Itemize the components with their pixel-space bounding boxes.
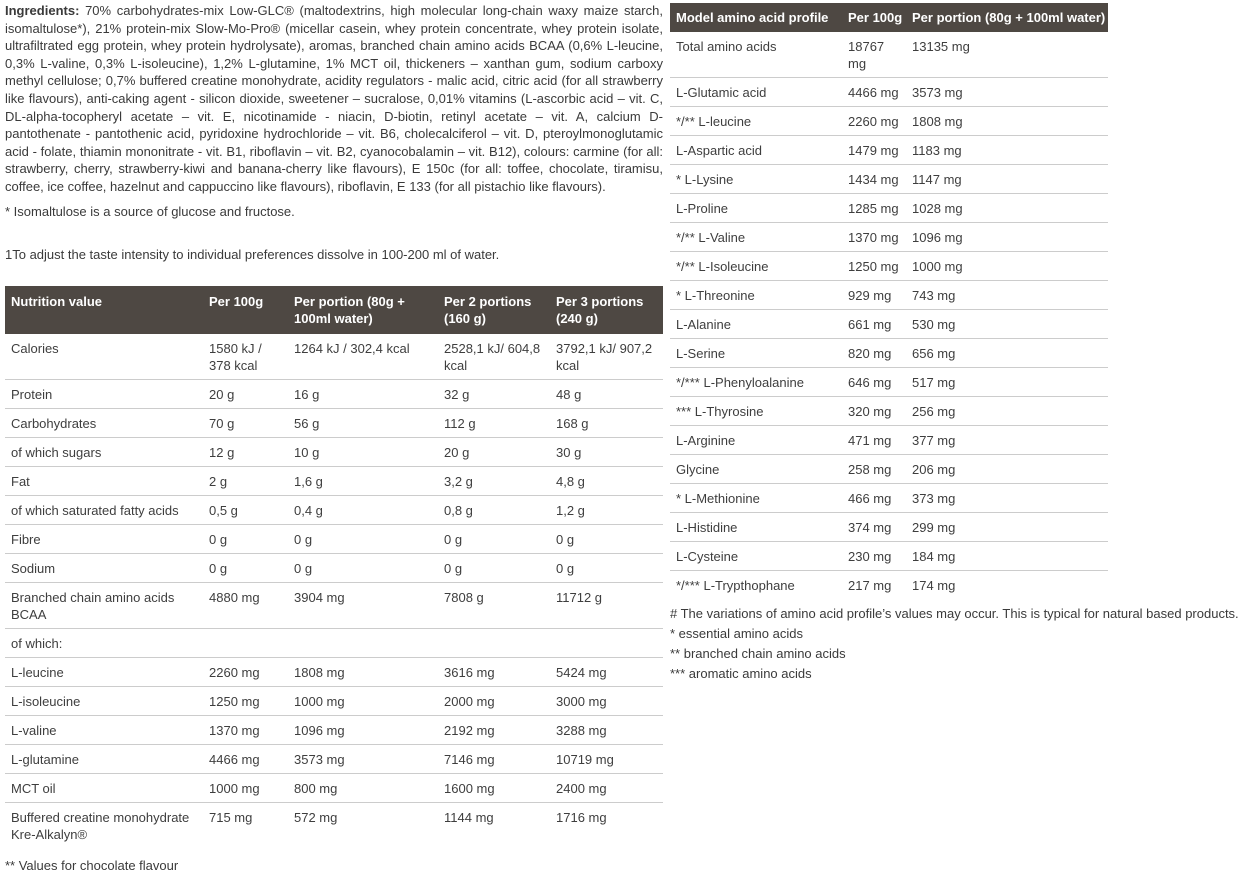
table-row [670, 339, 1108, 368]
table-row [5, 744, 663, 773]
row-label: L-isoleucine [5, 686, 203, 715]
row-value: 20 g [203, 379, 288, 408]
row-value: 656 mg [906, 339, 1108, 368]
taste-intensity-note: 1To adjust the taste intensity to individual preferences dissolve in 100-200 ml of water. [5, 246, 500, 262]
row-label: L-valine [5, 715, 203, 744]
row-value: 373 mg [906, 484, 1108, 513]
row-value: 258 mg [842, 455, 906, 484]
row-label: * L-Threonine [670, 281, 842, 310]
row-value: 377 mg [906, 426, 1108, 455]
row-value: 48 g [550, 379, 663, 408]
row-value: 572 mg [294, 809, 338, 825]
row-label: *** L-Thyrosine [670, 397, 842, 426]
row-value: 206 mg [906, 455, 1108, 484]
row-value: 56 g [288, 408, 438, 437]
row-label: L-Alanine [670, 310, 842, 339]
row-value: 4466 mg [203, 744, 288, 773]
row-value: 1479 mg [842, 136, 906, 165]
row-value: 18767 mg [842, 32, 906, 78]
row-label: */** L-Isoleucine [670, 252, 842, 281]
row-value: 466 mg [842, 484, 906, 513]
row-label: */** L-Valine [670, 223, 842, 252]
row-value: 230 mg [842, 542, 906, 571]
table-row [670, 426, 1108, 455]
row-value: 3616 mg [438, 657, 550, 686]
amino-footnote-aromatic: *** aromatic amino acids [670, 666, 812, 681]
table-row [5, 437, 663, 466]
row-value: 646 mg [842, 368, 906, 397]
nutrition-footnote: ** Values for chocolate flavour [5, 857, 179, 873]
row-value: 16 g [288, 379, 438, 408]
row-label: */*** L-Trypthophane [676, 578, 795, 593]
row-value: 1285 mg [842, 194, 906, 223]
table-row [670, 571, 1108, 600]
nutrition-table-header [5, 286, 663, 334]
table-row [5, 628, 663, 657]
ingredients-text: 70% carbohydrates-mix Low-GLC® (maltodextrins, high molecular long-chain waxy maize starch, isomaltulose*), 21% protein-mix Slow-Mo-Pro® (micellar casein, whey protein concentrate, whey protein isolate, ultrafiltrated egg protein, whey protein hydrolysate), aromas, branched chain amino acids BCAA (0,6% L-leucine, 0,3% L-valine, 0,3% L-isoleucine), 1,2% L-glutamine, 1% MCT oil, thickeners – xanthan gum, sodium carboxy methyl cellulose; 0,7% buffered creatine monohydrate, acidity regulators - malic acid, citric acid (for all strawberry like flavours), anti-caking agent - silicon dioxide, sweetener – sucralose, 0,01% vitamins (L-ascorbic acid – vit. C, DL-alpha-tocopheryl acetate – vit. E, nicotinamide - niacin, D-biotin, retinyl acetate – vit. A, calcium D-pantothenate - pantothenic acid, pyridoxine hydrochloride – vit. B6, cholecalciferol – vit. D, pteroylmonoglutamic acid - folate, thiamin mononitrate - vit. B1, riboflavin – vit. B2, cyanocobalamin – vit. B12), colours: carmine (for all: strawberry, cherry, strawberry-kiwi and banana-cherry like flavours), E 150c (for all: toffee, chocolate, tiramisu, coffee, ice coffee, hazelnut and cappuccino like flavours), riboflavin, E 133 (for all pistachio like flavours). [5, 3, 663, 194]
row-value: 0 g [288, 553, 438, 582]
row-value: 0 g [550, 524, 663, 553]
row-value: 112 g [438, 408, 550, 437]
table-row [670, 194, 1108, 223]
row-value: 1434 mg [842, 165, 906, 194]
amino-table-body [670, 32, 1108, 599]
row-value: 1,6 g [288, 466, 438, 495]
row-label: * L-Lysine [670, 165, 842, 194]
row-label: Total amino acids [670, 32, 842, 78]
row-label: Sodium [5, 553, 203, 582]
table-row [670, 310, 1108, 339]
row-value: 10719 mg [550, 744, 663, 773]
table-row [5, 657, 663, 686]
row-value: 1144 mg [444, 809, 494, 825]
row-value: 1716 mg [556, 809, 607, 825]
row-value: 517 mg [906, 368, 1108, 397]
table-row [670, 368, 1108, 397]
amino-acid-column [663, 2, 1253, 874]
row-value: 30 g [550, 437, 663, 466]
table-row [670, 513, 1108, 542]
row-value: 1000 mg [203, 773, 288, 802]
row-value: 800 mg [288, 773, 438, 802]
row-label: Buffered creatine monohydrate Kre-Alkalyn® [11, 809, 190, 842]
row-value: 1096 mg [288, 715, 438, 744]
table-row [5, 524, 663, 553]
row-value [288, 628, 438, 657]
table-row [670, 32, 1108, 78]
table-row [5, 466, 663, 495]
row-value: 4880 mg [203, 582, 288, 628]
row-value: 1264 kJ / 302,4 kcal [288, 334, 438, 380]
row-label: L-Proline [670, 194, 842, 223]
row-label: */** L-leucine [670, 107, 842, 136]
row-value: 2400 mg [550, 773, 663, 802]
row-label: Carbohydrates [5, 408, 203, 437]
row-value: 3573 mg [288, 744, 438, 773]
row-value: 3288 mg [550, 715, 663, 744]
row-value: 1808 mg [906, 107, 1108, 136]
table-row [5, 802, 663, 848]
nutrition-table-body [5, 334, 663, 848]
row-value: 1250 mg [203, 686, 288, 715]
row-value: 13135 mg [906, 32, 1108, 78]
row-label: L-Histidine [670, 513, 842, 542]
row-value [550, 628, 663, 657]
nutrition-header-per-portion: Per portion (80g + 100ml water) [288, 286, 438, 334]
table-row [670, 107, 1108, 136]
row-value: 3573 mg [906, 78, 1108, 107]
row-value: 20 g [438, 437, 550, 466]
ingredients-and-nutrition-column [5, 2, 663, 874]
table-row [5, 715, 663, 744]
row-value: 2260 mg [842, 107, 906, 136]
nutrition-header-per-3-portions: Per 3 portions (240 g) [550, 286, 663, 334]
row-value: 929 mg [842, 281, 906, 310]
row-value: 2528,1 kJ/ 604,8 kcal [438, 334, 550, 380]
table-row [5, 408, 663, 437]
row-value: 10 g [288, 437, 438, 466]
row-value: 0 g [438, 524, 550, 553]
row-label: Branched chain amino acids BCAA [5, 582, 203, 628]
row-value: 1000 mg [906, 252, 1108, 281]
row-value: 7808 g [438, 582, 550, 628]
row-value: 184 mg [906, 542, 1108, 571]
amino-header-per100g: Per 100g [842, 3, 906, 32]
table-row [5, 773, 663, 802]
row-value: 1096 mg [906, 223, 1108, 252]
table-row [670, 165, 1108, 194]
row-value: 0 g [203, 553, 288, 582]
row-value: 4466 mg [842, 78, 906, 107]
row-value: 374 mg [842, 513, 906, 542]
row-value: 1600 mg [438, 773, 550, 802]
row-label: of which saturated fatty acids [5, 495, 203, 524]
row-value: 0,4 g [288, 495, 438, 524]
row-label: L-Aspartic acid [670, 136, 842, 165]
table-row [670, 252, 1108, 281]
row-label: MCT oil [5, 773, 203, 802]
row-label: L-Cysteine [670, 542, 842, 571]
row-label: Fat [5, 466, 203, 495]
row-value: 3,2 g [438, 466, 550, 495]
row-value: 0,5 g [203, 495, 288, 524]
row-value: 661 mg [842, 310, 906, 339]
table-row [5, 553, 663, 582]
row-value: 217 mg [848, 578, 892, 593]
row-value: 471 mg [842, 426, 906, 455]
table-row [5, 334, 663, 380]
amino-acid-table [670, 3, 1108, 599]
row-value: 11712 g [550, 582, 663, 628]
row-value: 1808 mg [288, 657, 438, 686]
table-row [5, 686, 663, 715]
nutrition-header-per-2-portions: Per 2 portions (160 g) [438, 286, 550, 334]
row-value: 0 g [203, 524, 288, 553]
table-row [5, 495, 663, 524]
row-value: 2260 mg [203, 657, 288, 686]
row-value: 3000 mg [550, 686, 663, 715]
table-row [670, 397, 1108, 426]
row-label: Protein [5, 379, 203, 408]
table-row [670, 78, 1108, 107]
row-value: 0 g [438, 553, 550, 582]
row-value: 0 g [550, 553, 663, 582]
amino-header-per-portion: Per portion (80g + 100ml water) [906, 3, 1108, 32]
row-label: L-glutamine [5, 744, 203, 773]
row-value: 3904 mg [288, 582, 438, 628]
table-row [670, 136, 1108, 165]
ingredients-paragraph [5, 2, 663, 196]
row-label: L-Glutamic acid [670, 78, 842, 107]
row-value: 1580 kJ / 378 kcal [203, 334, 288, 380]
row-value: 3792,1 kJ/ 907,2 kcal [550, 334, 663, 380]
row-value: 1028 mg [906, 194, 1108, 223]
row-value: 2 g [203, 466, 288, 495]
row-label: L-leucine [5, 657, 203, 686]
row-value: 174 mg [912, 578, 956, 593]
row-value: 1147 mg [906, 165, 1108, 194]
row-value: 7146 mg [438, 744, 550, 773]
nutrition-header-label: Nutrition value [5, 286, 203, 334]
amino-header-label: Model amino acid profile [670, 3, 842, 32]
row-label: of which sugars [5, 437, 203, 466]
nutrition-table [5, 286, 663, 848]
row-label: of which: [5, 628, 203, 657]
row-value: 530 mg [906, 310, 1108, 339]
row-value: 12 g [203, 437, 288, 466]
table-row [670, 484, 1108, 513]
row-value: 0,8 g [438, 495, 550, 524]
amino-footnote-branched: ** branched chain amino acids [670, 646, 846, 661]
nutrition-header-per100g: Per 100g [203, 286, 288, 334]
row-value: 2192 mg [438, 715, 550, 744]
row-value: 299 mg [906, 513, 1108, 542]
row-value: 1370 mg [842, 223, 906, 252]
row-value: 0 g [288, 524, 438, 553]
row-value: 715 mg [209, 809, 253, 825]
row-label: Glycine [670, 455, 842, 484]
row-value: 4,8 g [550, 466, 663, 495]
row-label: */*** L-Phenyloalanine [670, 368, 842, 397]
row-label: Calories [5, 334, 203, 380]
row-value: 1250 mg [842, 252, 906, 281]
amino-footnote-essential: * essential amino acids [670, 626, 803, 641]
row-value: 70 g [203, 408, 288, 437]
row-value: 743 mg [906, 281, 1108, 310]
table-row [670, 281, 1108, 310]
row-label: Fibre [5, 524, 203, 553]
row-value: 5424 mg [550, 657, 663, 686]
table-row [670, 223, 1108, 252]
row-value: 1370 mg [203, 715, 288, 744]
amino-footnote-variations: # The variations of amino acid profile’s values may occur. This is typical for natural based products. [670, 606, 1239, 621]
table-row [670, 542, 1108, 571]
ingredients-label: Ingredients: [5, 3, 80, 18]
amino-table-header [670, 3, 1108, 32]
row-value: 1,2 g [550, 495, 663, 524]
table-row [5, 379, 663, 408]
row-value: 1183 mg [906, 136, 1108, 165]
row-label: L-Serine [670, 339, 842, 368]
row-value: 2000 mg [438, 686, 550, 715]
isomaltulose-note: * Isomaltulose is a source of glucose and fructose. [5, 203, 295, 219]
table-row [5, 582, 663, 628]
row-value: 1000 mg [288, 686, 438, 715]
row-value: 820 mg [842, 339, 906, 368]
row-value [438, 628, 550, 657]
row-label: L-Arginine [670, 426, 842, 455]
row-value: 32 g [438, 379, 550, 408]
row-value: 168 g [550, 408, 663, 437]
table-row [670, 455, 1108, 484]
amino-footnotes [670, 605, 1253, 683]
row-value [203, 628, 288, 657]
row-value: 320 mg [842, 397, 906, 426]
row-label: * L-Methionine [670, 484, 842, 513]
row-value: 256 mg [906, 397, 1108, 426]
